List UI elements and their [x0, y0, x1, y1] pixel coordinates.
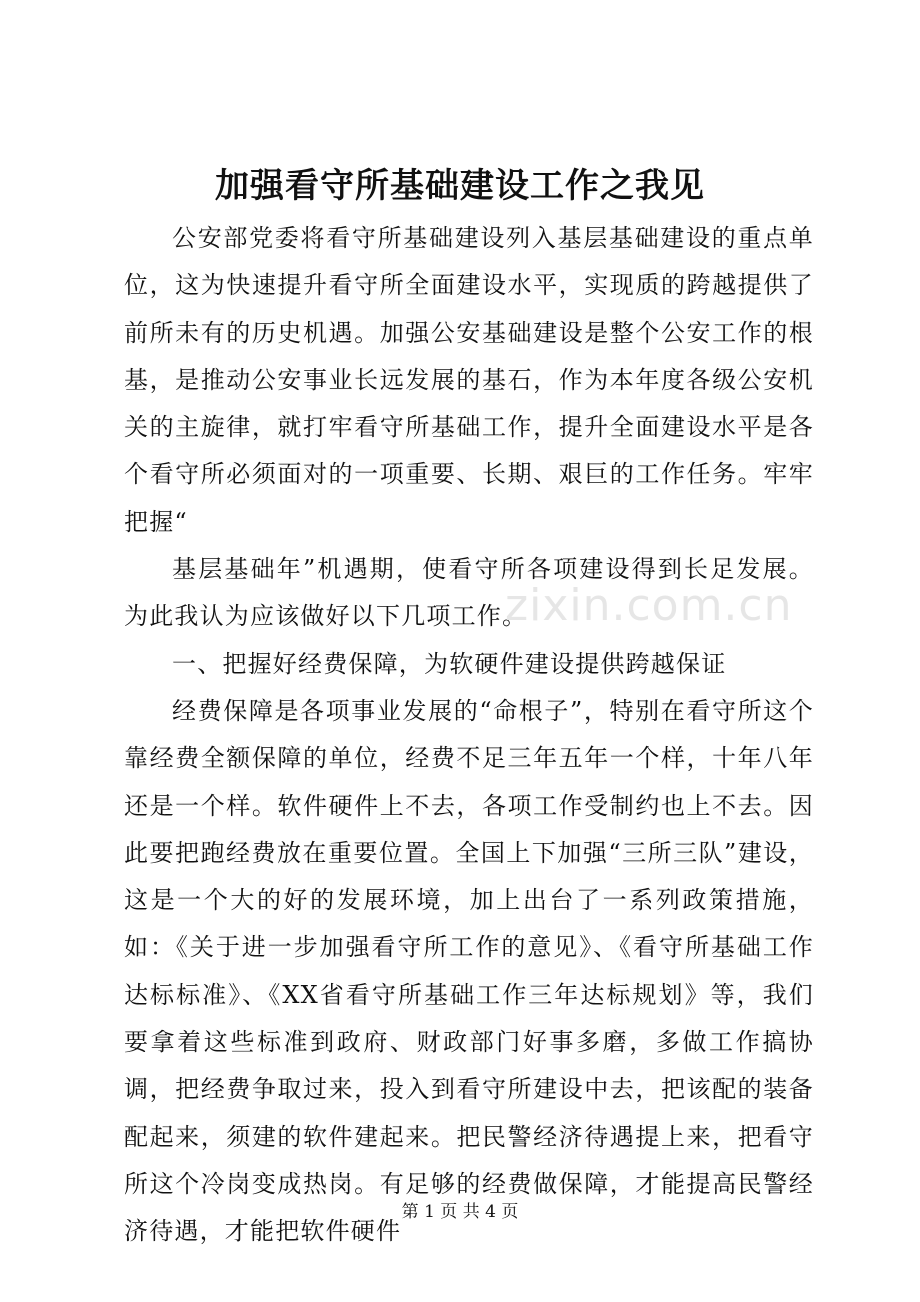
- document-body: [124, 215, 814, 1256]
- watermark: zixin.com.cn: [505, 580, 793, 631]
- section-heading-1: 一、把握好经费保障，为软硬件建设提供跨越保证: [172, 649, 727, 678]
- page-footer: 第 1 页 共 4 页: [401, 1202, 519, 1222]
- paragraph-funding: 经费保障是各项事业发展的“命根子”，特别在看守所这个靠经费全额保障的单位，经费不足三年五年一个样，十年八年还是一个样。软件硬件上不去，各项工作受制约也上不去。因此要把跑经费放在重要位置。全国上下加强“三所三队”建设，这是一个大的好的发展环境，加上出台了一系列政策措施，如：《关于进一步加强看守所工作的意见》、《看守所基础工作达标标准》、《XX省看守所基础工作三年达标规划》等，我们要拿着这些标准到政府、财政部门好事多磨，多做工作搞协调，把经费争取过来，投入到看守所建设中去，把该配的装备配起来，须建的软件建起来。把民警经济待遇提上来，把看守所这个冷岗变成热岗。有足够的经费做保障，才能提高民警经济待遇，才能把软件硬件: [124, 696, 814, 1246]
- paragraph-continuation: 基层基础年”机遇期，使看守所各项建设得到长足发展。为此我认为应该做好以下几项工作。: [124, 555, 814, 631]
- document-title: 加强看守所基础建设工作之我见: [215, 166, 705, 206]
- paragraph-intro: 公安部党委将看守所基础建设列入基层基础建设的重点单位，这为快速提升看守所全面建设水平，实现质的跨越提供了前所未有的历史机遇。加强公安基础建设是整个公安工作的根基，是推动公安事业长远发展的基石，作为本年度各级公安机关的主旋律，就打牢看守所基础工作，提升全面建设水平是各个看守所必须面对的一项重要、长期、艰巨的工作任务。牢牢把握“: [124, 224, 814, 536]
